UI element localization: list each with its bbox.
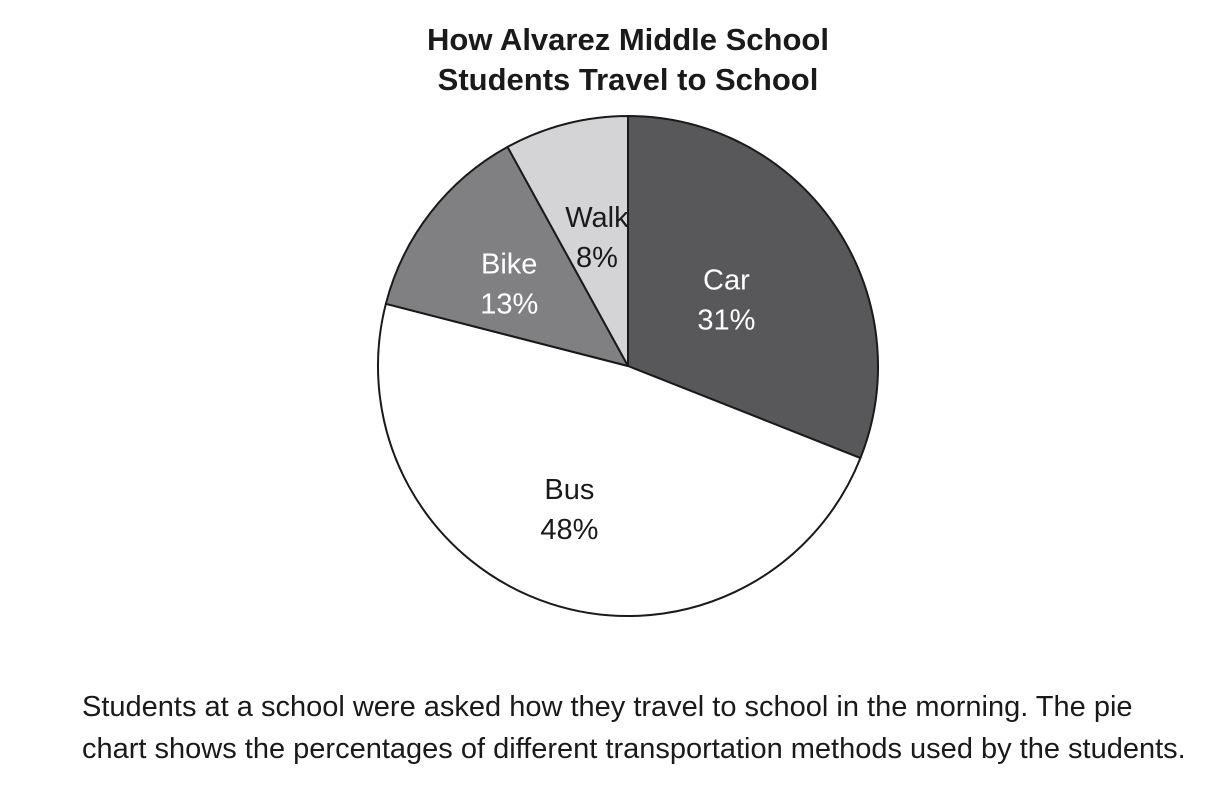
slice-value-walk: 8% — [575, 241, 618, 274]
slice-label-bike: Bike — [481, 248, 538, 281]
chart-title-line-2: Students Travel to School — [437, 62, 819, 97]
slice-value-car: 31% — [697, 304, 756, 337]
slice-label-car: Car — [703, 264, 750, 297]
slice-label-walk: Walk — [565, 201, 629, 234]
slice-value-bus: 48% — [540, 513, 599, 546]
chart-description: Students at a school were asked how they travel to school in the morning. The pie chart shows the percentages of different transportation methods used by the students. — [82, 691, 1186, 765]
slice-value-bike: 13% — [480, 288, 539, 321]
chart-title-line-1: How Alvarez Middle School — [427, 22, 829, 57]
slice-label-bus: Bus — [544, 473, 595, 506]
